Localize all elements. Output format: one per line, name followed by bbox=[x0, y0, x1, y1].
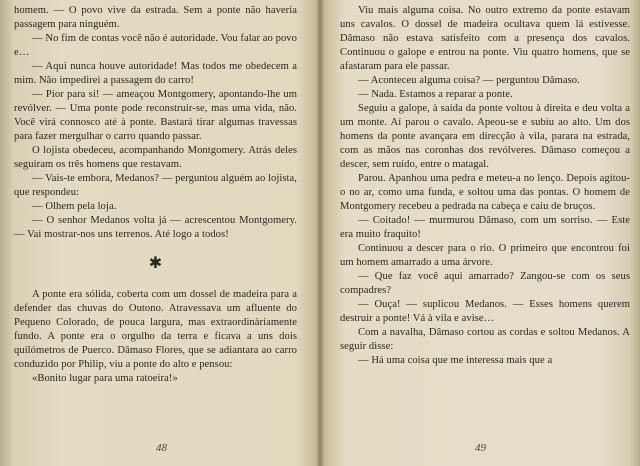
paragraph: — Olhem pela loja. bbox=[32, 201, 117, 212]
paragraph: «Bonito lugar para uma ratoeira!» bbox=[32, 373, 178, 384]
paragraph: — No fim de contas você não é autoridade. Vou falar ao povo e… bbox=[14, 33, 297, 58]
page-number: 49 bbox=[475, 442, 486, 454]
paragraph: — Nada. Estamos a reparar a ponte. bbox=[358, 89, 513, 100]
right-page bbox=[320, 0, 640, 466]
paragraph: O lojista obedeceu, acompanhando Montgomery. Atrás deles seguiram os três homens que restavam. bbox=[14, 145, 297, 170]
right-page-text bbox=[340, 4, 630, 368]
paragraph: — Aqui nunca houve autoridade! Mas todos me obedecem a mim. Não impedirei a passagem do carro! bbox=[14, 61, 297, 86]
left-page-text bbox=[14, 4, 297, 386]
paragraph: Viu mais alguma coisa. No outro extremo da ponte estavam uns cavalos. O dossel de madeira ocultava quem lá estivesse. Dâmaso não estava satisfeito com a presença dos cavalos. Continuou o galope e entrou na ponte. Viu quatro homens, que se afastaram para ele passar. bbox=[340, 5, 630, 72]
paragraph: Parou. Apanhou uma pedra e meteu-a no lenço. Depois agitou-o no ar, como uma funda, e soltou uma das pontas. O homem de Montgomery recebeu a pedrada na cabeça e caiu de bruços. bbox=[340, 173, 630, 212]
paragraph: — Aconteceu alguma coisa? — perguntou Dâmaso. bbox=[358, 75, 580, 86]
paragraph: Com a navalha, Dâmaso cortou as cordas e soltou Medanos. A seguir disse: bbox=[340, 327, 630, 352]
page-number: 48 bbox=[156, 442, 167, 454]
separator-glyph: ✱ bbox=[148, 255, 163, 272]
paragraph: — Coitado! — murmurou Dâmaso, com um sorriso. — Este era muito fraquito! bbox=[340, 215, 630, 240]
paragraph: — Há uma coisa que me interessa mais que a bbox=[358, 355, 553, 366]
paragraph: — Pior para si! — ameaçou Montgomery, apontando-lhe um revólver. — Uma ponte pode reconstruir-se, mas uma vida, não. Você virá connosco até à ponte. Bastará tirar algumas travessas para fazer mergulhar o carro quando passar. bbox=[14, 89, 297, 142]
section-separator bbox=[14, 254, 297, 278]
paragraph: Seguiu a galope, à saída da ponte voltou à direita e deu volta a um monte. Aí parou o cavalo. Apeou-se e subiu ao alto. Um dos homens da ponte avançara em direcção à vila, parara na estrada, com as mãos nas coronhas dos revólveres. Dâmaso começou a descer, sem ruído, entre o matagal. bbox=[340, 103, 630, 170]
paragraph: — Vais-te embora, Medanos? — perguntou alguém ao lojista, que respondeu: bbox=[14, 173, 297, 198]
paragraph: A ponte era sólida, coberta com um dossel de madeira para a defender das chuvas do Outono. Atravessava um afluente do Pequeno Colorado, de pouca largura, mas extraordinàriamente fundo. A ponte era o orgulho da terra e ficava a uns dois quilómetros de Puerco. Dâmaso Flores, que se adiantara ao carro conduzido por Philip, viu a ponte do alto e pensou: bbox=[14, 289, 297, 370]
paragraph: — O senhor Medanos volta já — acrescentou Montgomery. — Vai mostrar-nos uns terrenos. Até logo a todos! bbox=[14, 215, 297, 240]
paragraph: — Que faz você aqui amarrado? Zangou-se com os seus compadres? bbox=[340, 271, 630, 296]
paragraph: — Ouça! — suplicou Medanos. — Esses homens querem destruir a ponte! Vá à vila e avise… bbox=[340, 299, 630, 324]
paragraph: Continuou a descer para o rio. O primeiro que encontrou foi um homem amarrado a uma árvore. bbox=[340, 243, 630, 268]
paragraph: homem. — O povo vive da estrada. Sem a ponte não haveria passagem para ninguém. bbox=[14, 5, 297, 30]
